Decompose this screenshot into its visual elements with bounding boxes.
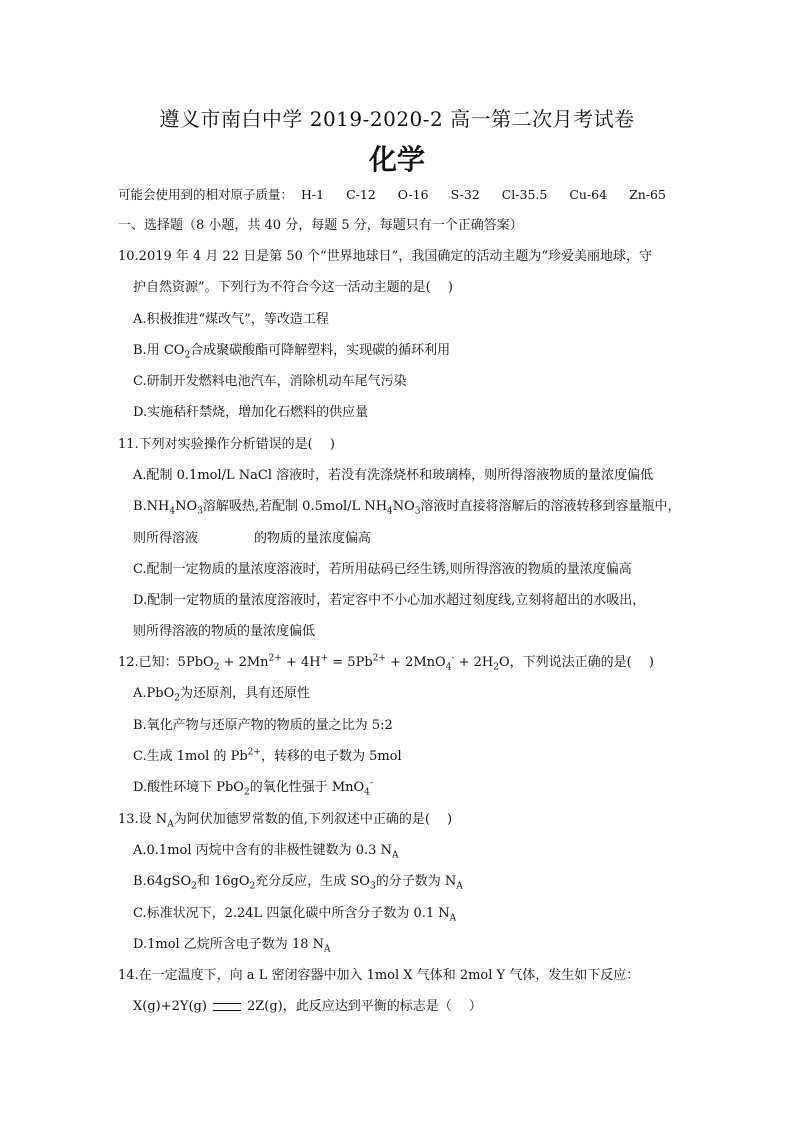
subscript: 3 (369, 881, 376, 892)
q11-option-d-line1: D.配制一定物质的量浓度溶液时，若定容中不小心加水超过刻度线,立刻将超出的水吸出， (133, 593, 646, 608)
text-part: B.用 CO (133, 343, 185, 358)
q13-option-a (133, 842, 398, 860)
text-part: + 2Mn (219, 655, 269, 670)
section-heading: 一、选择题（8 小题，共 40 分，每题 5 分，每题只有一个正确答案） (118, 218, 523, 233)
subscript: 3 (414, 506, 421, 517)
text-part: + 4H (281, 655, 321, 670)
subscript: 4 (387, 506, 393, 517)
q10-option-b (133, 342, 450, 360)
mass-item: Zn-65 (629, 187, 666, 202)
mass-item: O-16 (397, 187, 429, 202)
q12-option-b: B.氧化产物与还原产物的物质的量之比为 5:2 (133, 718, 393, 733)
text-part: + 2H (454, 655, 494, 670)
q10-stem-line1: 10.2019 年 4 月 22 日是第 50 个“世界地球日”，我国确定的活动主题为“珍爱美丽地球，守 (118, 249, 652, 264)
text-part: NO (392, 499, 415, 514)
q12-option-d (133, 779, 373, 797)
q11-option-a: A.配制 0.1mol/L NaCl 溶液时，若没有洗涤烧杯和玻璃棒，则所得溶液物质的量浓度偏低 (133, 468, 654, 483)
text-part: 溶液时直接将溶解后的溶液转移到容量瓶中， (420, 499, 681, 514)
subscript: 2 (249, 881, 256, 892)
superscript: 2+ (372, 653, 386, 664)
superscript: + (320, 653, 329, 664)
text-part: 的氧化性强于 MnO (249, 780, 365, 795)
text-part: D.酸性环境下 PbO (133, 780, 244, 795)
subscript: A (456, 881, 463, 892)
text-part: 的分子数为 N (375, 874, 457, 889)
page-title: 遵义市南白中学 2019-2020-2 高一第二次月考试卷 (159, 107, 635, 131)
q10-option-d: D.实施秸秆禁烧，增加化石燃料的供应量 (133, 405, 369, 420)
text-part: B.64gSO (133, 874, 192, 889)
text-part: 为阿伏加德罗常数的值,下列叙述中正确的是( ) (173, 812, 453, 827)
text-part: 2Z(g)，此反应达到平衡的标志是（ ） (246, 999, 482, 1014)
text-part: 13.设 N (118, 812, 168, 827)
text-part: A.0.1mol 丙烷中含有的非极性键数为 0.3 N (133, 843, 392, 858)
subscript: 4 (169, 506, 176, 517)
subscript: 4 (445, 662, 452, 673)
mass-item: Cl-35.5 (501, 187, 548, 202)
subscript: 2 (191, 881, 197, 892)
subscript: 2 (184, 350, 191, 361)
atomic-masses (118, 186, 666, 204)
text-part: NO (175, 499, 198, 514)
mass-item: S-32 (450, 187, 480, 202)
subscript: 3 (197, 506, 203, 517)
subscript: A (167, 819, 174, 830)
q11-stem: 11.下列对实验操作分析错误的是( ) (118, 437, 335, 452)
subscript: A (391, 850, 399, 861)
text-part: X(g)+2Y(g) (133, 999, 207, 1014)
text-part: + 2MnO (385, 655, 446, 670)
text-part: ，转移的电子数为 5mol (260, 749, 402, 764)
subscript: 2 (213, 662, 220, 673)
text-part: 充分反应，生成 SO (255, 874, 370, 889)
superscript: 2+ (268, 653, 282, 664)
text-part: 则所得溶液 (133, 531, 199, 546)
text-part: A.PbO (133, 686, 175, 701)
q14-equation (133, 998, 482, 1016)
q13-option-b (133, 873, 463, 891)
q14-stem: 14.在一定温度下，向 a L 密闭容器中加入 1mol X 气体和 2mol Y 气体，发生如下反应： (118, 968, 640, 983)
q10-stem-line2: 护自然资源”。下列行为不符合今这一活动主题的是( ) (133, 280, 453, 295)
mass-item: H-1 (301, 187, 325, 202)
text-part: C.标准状况下，2.24L 四氯化碳中所含分子数为 0.1 N (133, 906, 450, 921)
equilibrium-arrow-icon (213, 1003, 241, 1011)
subject-heading: 化学 (368, 143, 425, 176)
q11-option-b-line2 (133, 530, 371, 548)
text-part: 的物质的量浓度偏高 (254, 531, 372, 546)
q12-option-a (133, 685, 310, 703)
atomic-masses-label: 可能会使用到的相对原子质量： (118, 187, 294, 202)
superscript: - (451, 653, 455, 664)
q13-option-c (133, 905, 456, 923)
q10-option-c: C.研制开发燃料电池汽车，消除机动车尾气污染 (133, 374, 407, 389)
text-part: C.生成 1mol 的 Pb (133, 749, 248, 764)
q12-option-c (133, 748, 402, 766)
q11-option-d-line2: 则所得溶液的物质的量浓度偏低 (133, 624, 316, 639)
text-part: 为还原剂，具有还原性 (179, 686, 310, 701)
text-part: 合成聚碳酸酯可降解塑料，实现碳的循环利用 (190, 343, 451, 358)
q13-option-d (133, 936, 331, 954)
text-part: 12.已知：5PbO (118, 655, 214, 670)
subscript: A (324, 944, 331, 955)
text-part: 和 16gO (196, 874, 250, 889)
text-part: O，下列说法正确的是( ) (498, 655, 654, 670)
subscript: 2 (243, 787, 250, 798)
subscript: A (449, 913, 457, 924)
subscript: 2 (493, 662, 499, 673)
superscript: 2+ (247, 747, 261, 758)
text-part: = 5Pb (328, 655, 373, 670)
q11-option-c: C.配制一定物质的量浓度溶液时，若所用砝码已经生锈,则所得溶液的物质的量浓度偏高 (133, 562, 632, 577)
q10-option-a: A.积极推进“煤改气”，等改造工程 (133, 312, 329, 327)
q11-option-b-line1 (133, 498, 681, 516)
text-part: 溶解吸热,若配制 0.5mol/L NH (202, 499, 388, 514)
superscript: - (369, 778, 373, 789)
subscript: 4 (364, 787, 370, 798)
mass-item: Cu-64 (569, 187, 608, 202)
text-part: B.NH (133, 499, 170, 514)
q13-stem (118, 811, 452, 829)
q12-stem (118, 654, 654, 672)
mass-item: C-12 (346, 187, 376, 202)
text-part: D.1mol 乙烷所含电子数为 18 N (133, 937, 324, 952)
subscript: 2 (174, 693, 180, 704)
